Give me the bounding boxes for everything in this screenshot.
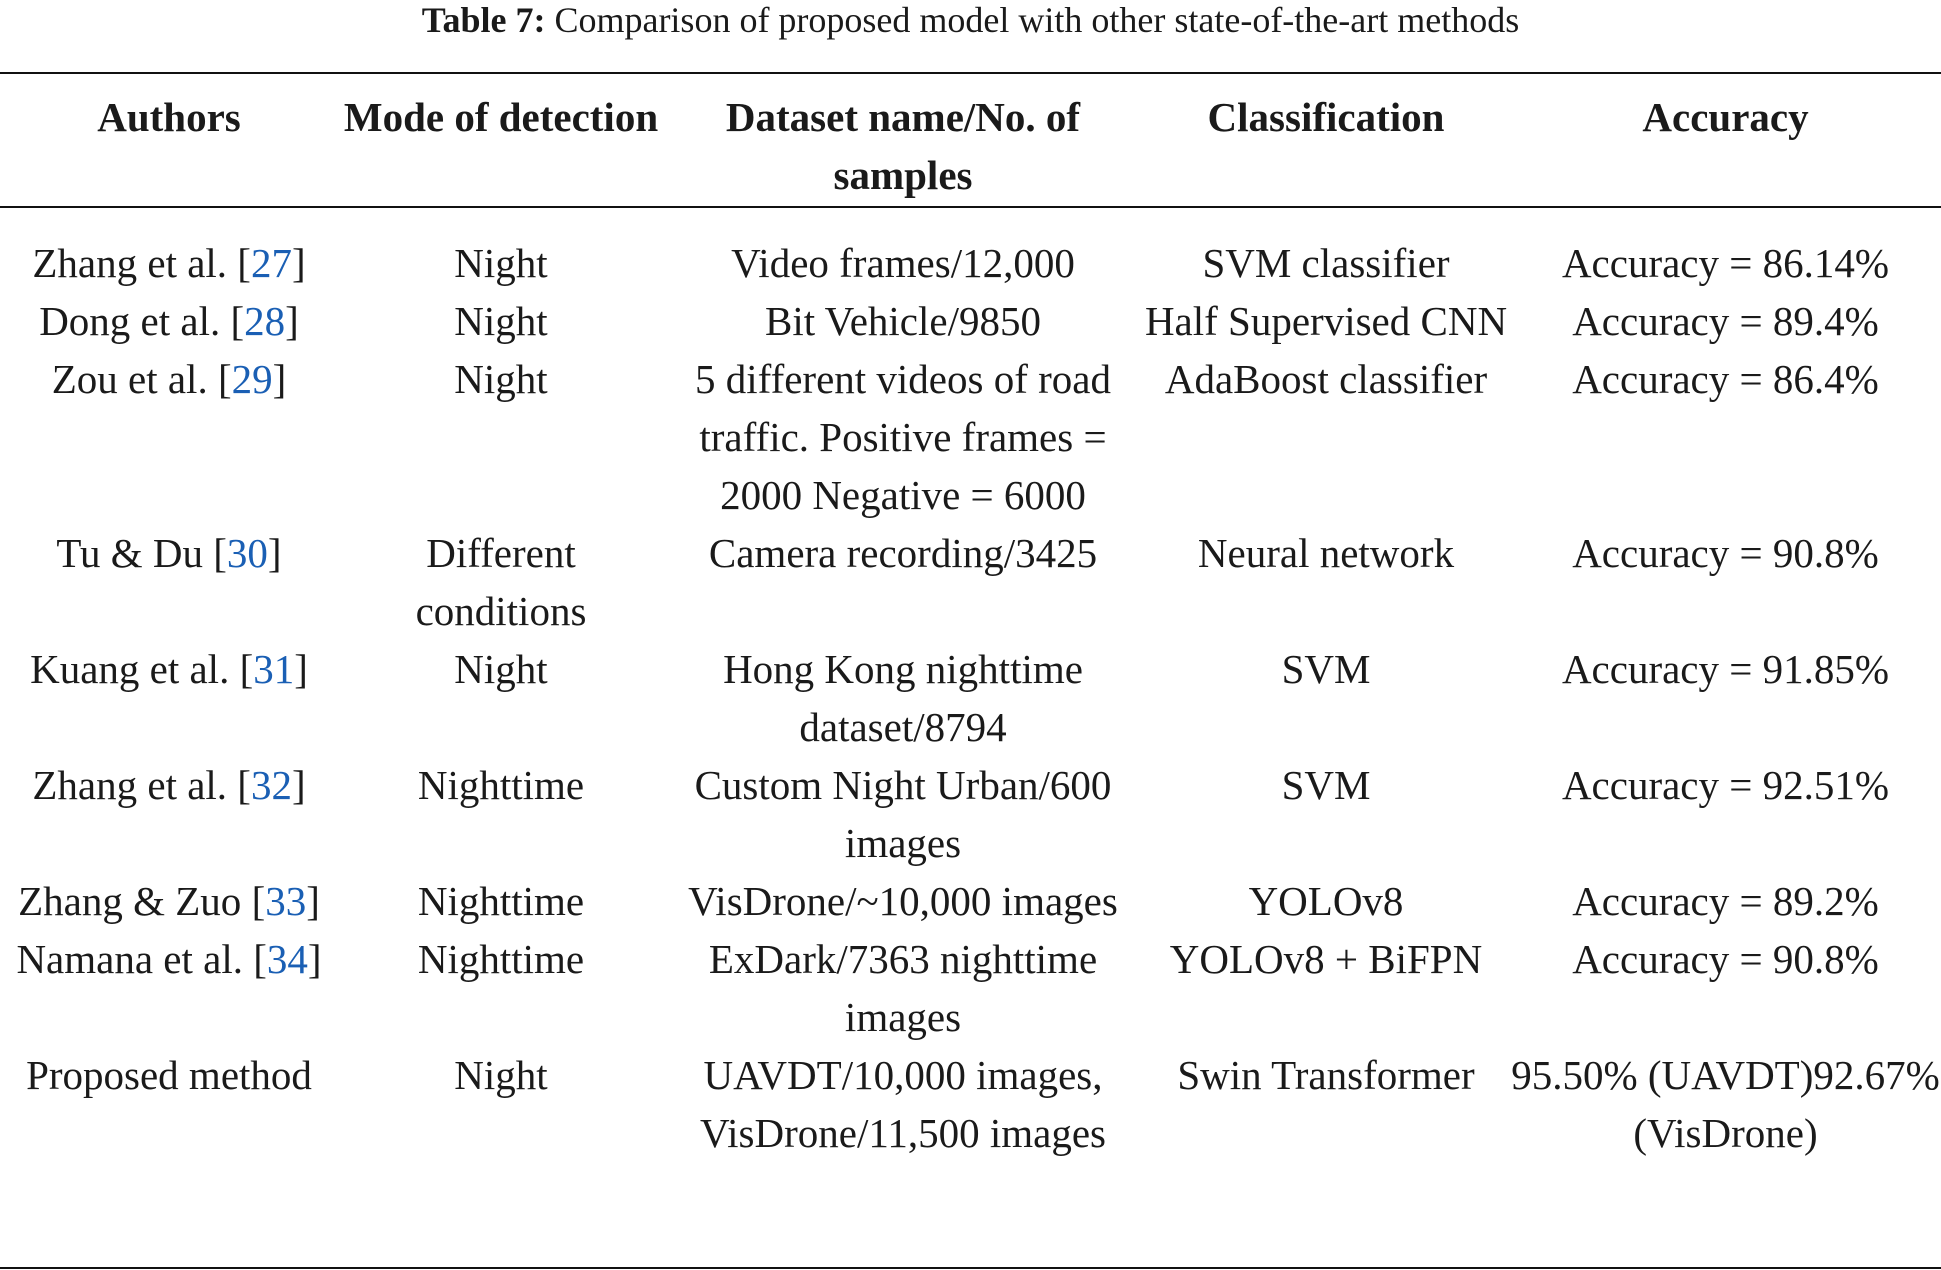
table-header-row [0, 74, 1941, 220]
cell-dataset: VisDrone/~10,000 images [688, 878, 1118, 924]
cell-classification: Half Supervised CNN [1144, 298, 1508, 344]
header-dataset: Dataset name/No. of samples [725, 94, 1081, 198]
table-row [0, 756, 1941, 872]
cell-accuracy: Accuracy = 86.14% [1561, 240, 1890, 286]
cell-dataset: Hong Kong nighttime dataset/8794 [723, 646, 1083, 750]
citation-link[interactable]: 27 [250, 240, 292, 286]
cell-mode: Different conditions [415, 530, 587, 634]
cell-author: Zhang et al. [32] [32, 762, 306, 808]
citation-link[interactable]: 31 [253, 646, 295, 692]
cell-mode: Night [454, 298, 548, 344]
table-row [0, 220, 1941, 292]
cell-author: Dong et al. [28] [39, 298, 299, 344]
citation-link[interactable]: 33 [265, 878, 307, 924]
table-caption-label: Table 7: [421, 0, 546, 40]
cell-classification: Neural network [1197, 530, 1455, 576]
cell-accuracy: Accuracy = 89.2% [1572, 878, 1879, 924]
citation-link[interactable]: 30 [226, 530, 268, 576]
cell-dataset: Bit Vehicle/9850 [765, 298, 1041, 344]
cell-classification: Swin Transformer [1177, 1052, 1475, 1098]
cell-dataset: Video frames/12,000 [731, 240, 1075, 286]
citation-link[interactable]: 29 [231, 356, 273, 402]
cell-mode: Nighttime [417, 762, 585, 808]
table-row [0, 872, 1941, 930]
cell-author: Kuang et al. [31] [30, 646, 308, 692]
author-name: Zou et al. [51, 356, 208, 402]
table-row [0, 524, 1941, 640]
author-name: Zhang et al. [32, 240, 228, 286]
table-caption [0, 0, 1941, 40]
cell-mode: Night [454, 646, 548, 692]
cell-dataset: 5 different videos of road traffic. Positive frames = 2000 Negative = 6000 [695, 356, 1111, 518]
cell-dataset: ExDark/7363 nighttime images [708, 936, 1098, 1040]
cell-accuracy: Accuracy = 92.51% [1561, 762, 1890, 808]
header-mode-of-detection: Mode of detection [343, 94, 659, 140]
cell-dataset: UAVDT/10,000 images, VisDrone/11,500 images [700, 1052, 1106, 1156]
cell-author: Zhang et al. [27] [32, 240, 306, 286]
cell-mode: Night [454, 356, 548, 402]
cell-classification: SVM classifier [1202, 240, 1450, 286]
author-name: Namana et al. [16, 936, 243, 982]
cell-mode: Night [454, 240, 548, 286]
header-accuracy: Accuracy [1642, 94, 1809, 140]
cell-accuracy: Accuracy = 90.8% [1572, 530, 1879, 576]
cell-accuracy: Accuracy = 89.4% [1572, 298, 1879, 344]
cell-author: Namana et al. [34] [16, 936, 322, 982]
cell-dataset: Camera recording/3425 [708, 530, 1098, 576]
author-name: Dong et al. [39, 298, 221, 344]
cell-author [0, 1046, 338, 1162]
table-row [0, 640, 1941, 756]
cell-mode: Night [454, 1052, 548, 1098]
cell-accuracy: Accuracy = 91.85% [1561, 646, 1890, 692]
cell-dataset: Custom Night Urban/600 images [694, 762, 1112, 866]
cell-mode: Nighttime [417, 936, 585, 982]
table-row [0, 350, 1941, 524]
author-name: Kuang et al. [30, 646, 230, 692]
cell-classification: YOLOv8 + BiFPN [1169, 936, 1483, 982]
cell-accuracy: Accuracy = 90.8% [1572, 936, 1879, 982]
cell-accuracy: 95.50% (UAVDT)92.67% (VisDrone) [1511, 1052, 1940, 1156]
table-row [0, 292, 1941, 350]
header-authors: Authors [97, 94, 241, 140]
cell-classification: YOLOv8 [1248, 878, 1404, 924]
table-row [0, 930, 1941, 1046]
cell-author: Zou et al. [29] [51, 356, 287, 402]
citation-link[interactable]: 32 [250, 762, 292, 808]
table-body [0, 220, 1941, 1162]
cell-classification: SVM [1281, 762, 1371, 808]
citation-link[interactable]: 34 [266, 936, 308, 982]
citation-link[interactable]: 28 [244, 298, 286, 344]
comparison-table [0, 74, 1941, 1162]
header-classification: Classification [1207, 94, 1445, 140]
cell-mode: Nighttime [417, 878, 585, 924]
cell-author: Zhang & Zuo [33] [18, 878, 320, 924]
author-name: Tu & Du [56, 530, 204, 576]
author-name: Zhang et al. [32, 762, 228, 808]
cell-classification: AdaBoost classifier [1164, 356, 1488, 402]
author-name: Zhang & Zuo [18, 878, 242, 924]
author-name: Proposed method [26, 1052, 312, 1098]
cell-author: Tu & Du [30] [56, 530, 282, 576]
table-bottom-rule [0, 1267, 1941, 1269]
table-caption-text: Comparison of proposed model with other state-of-the-art methods [554, 0, 1520, 40]
table-row [0, 1046, 1941, 1162]
cell-classification: SVM [1281, 646, 1371, 692]
cell-accuracy: Accuracy = 86.4% [1572, 356, 1879, 402]
